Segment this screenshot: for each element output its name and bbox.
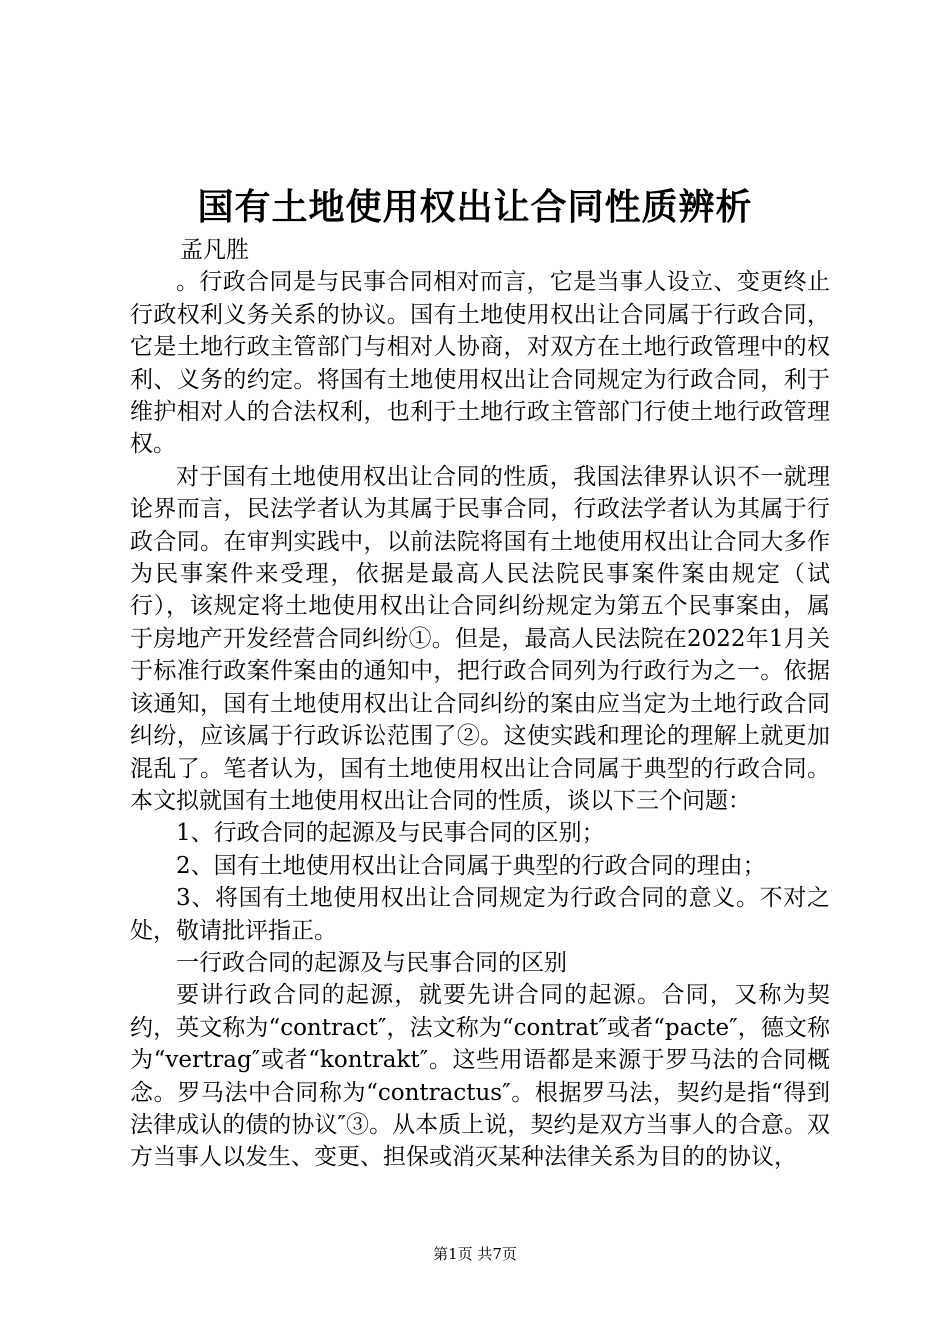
- paragraph-origin: 要讲行政合同的起源，就要先讲合同的起源。合同，又称为契约，英文称为“contract″，法文称为“contrat″或者“pacte″，德文称为“vertrag″或者“kontrakt″。这些用语都是来源于罗马法的合同概念。罗马法中合同称为“contractus″。根据罗马法，契约是指“得到法律成认的债的协议″③。从本质上说，契约是双方当事人的合意。双方当事人以发生、变更、担保或消灭某种法律关系为目的的协议，: [130, 982, 830, 1171]
- author-name: 孟凡胜: [180, 237, 249, 263]
- paragraph-nature: 对于国有土地使用权出让合同的性质，我国法律界认识不一就理论界而言，民法学者认为其属于民事合同，行政法学者认为其属于行政合同。在审判实践中，以前法院将国有土地使用权出让合同大多作为民事案件来受理，依据是最高人民法院民事案件案由规定（试行），该规定将土地使用权出让合同纠纷规定为第五个民事案由，属于房地产开发经营合同纠纷①。但是，最高人民法院在2022年1月关于标准行政案件案由的通知中，把行政合同列为行政行为之一。依据该通知，国有土地使用权出让合同纠纷的案由应当定为土地行政合同纠纷，应该属于行政诉讼范围了②。这使实践和理论的理解上就更加混乱了。笔者认为，国有土地使用权出让合同属于典型的行政合同。本文拟就国有土地使用权出让合同的性质，谈以下三个问题：: [130, 463, 830, 814]
- list-item-3: 3、将国有土地使用权出让合同规定为行政合同的意义。不对之处，敬请批评指正。: [130, 885, 830, 944]
- paragraph-intro: 。行政合同是与民事合同相对而言，它是当事人设立、变更终止行政权利义务关系的协议。国有土地使用权出让合同属于行政合同，它是土地行政主管部门与相对人协商，对双方在土地行政管理中的权利、义务的约定。将国有土地使用权出让合同规定为行政合同，利于维护相对人的合法权利，也利于土地行政主管部门行使土地行政管理权。: [130, 269, 830, 458]
- document-body: [130, 234, 830, 1174]
- list-item-1: 1、行政合同的起源及与民事合同的区别；: [176, 820, 605, 847]
- section-heading: 一行政合同的起源及与民事合同的区别: [176, 949, 567, 976]
- list-item-2: 2、国有土地使用权出让合同属于典型的行政合同的理由；: [176, 852, 766, 879]
- document-title: 国有土地使用权出让合同性质辨析: [197, 186, 753, 228]
- page-footer: 第1页 共7页: [433, 1245, 517, 1263]
